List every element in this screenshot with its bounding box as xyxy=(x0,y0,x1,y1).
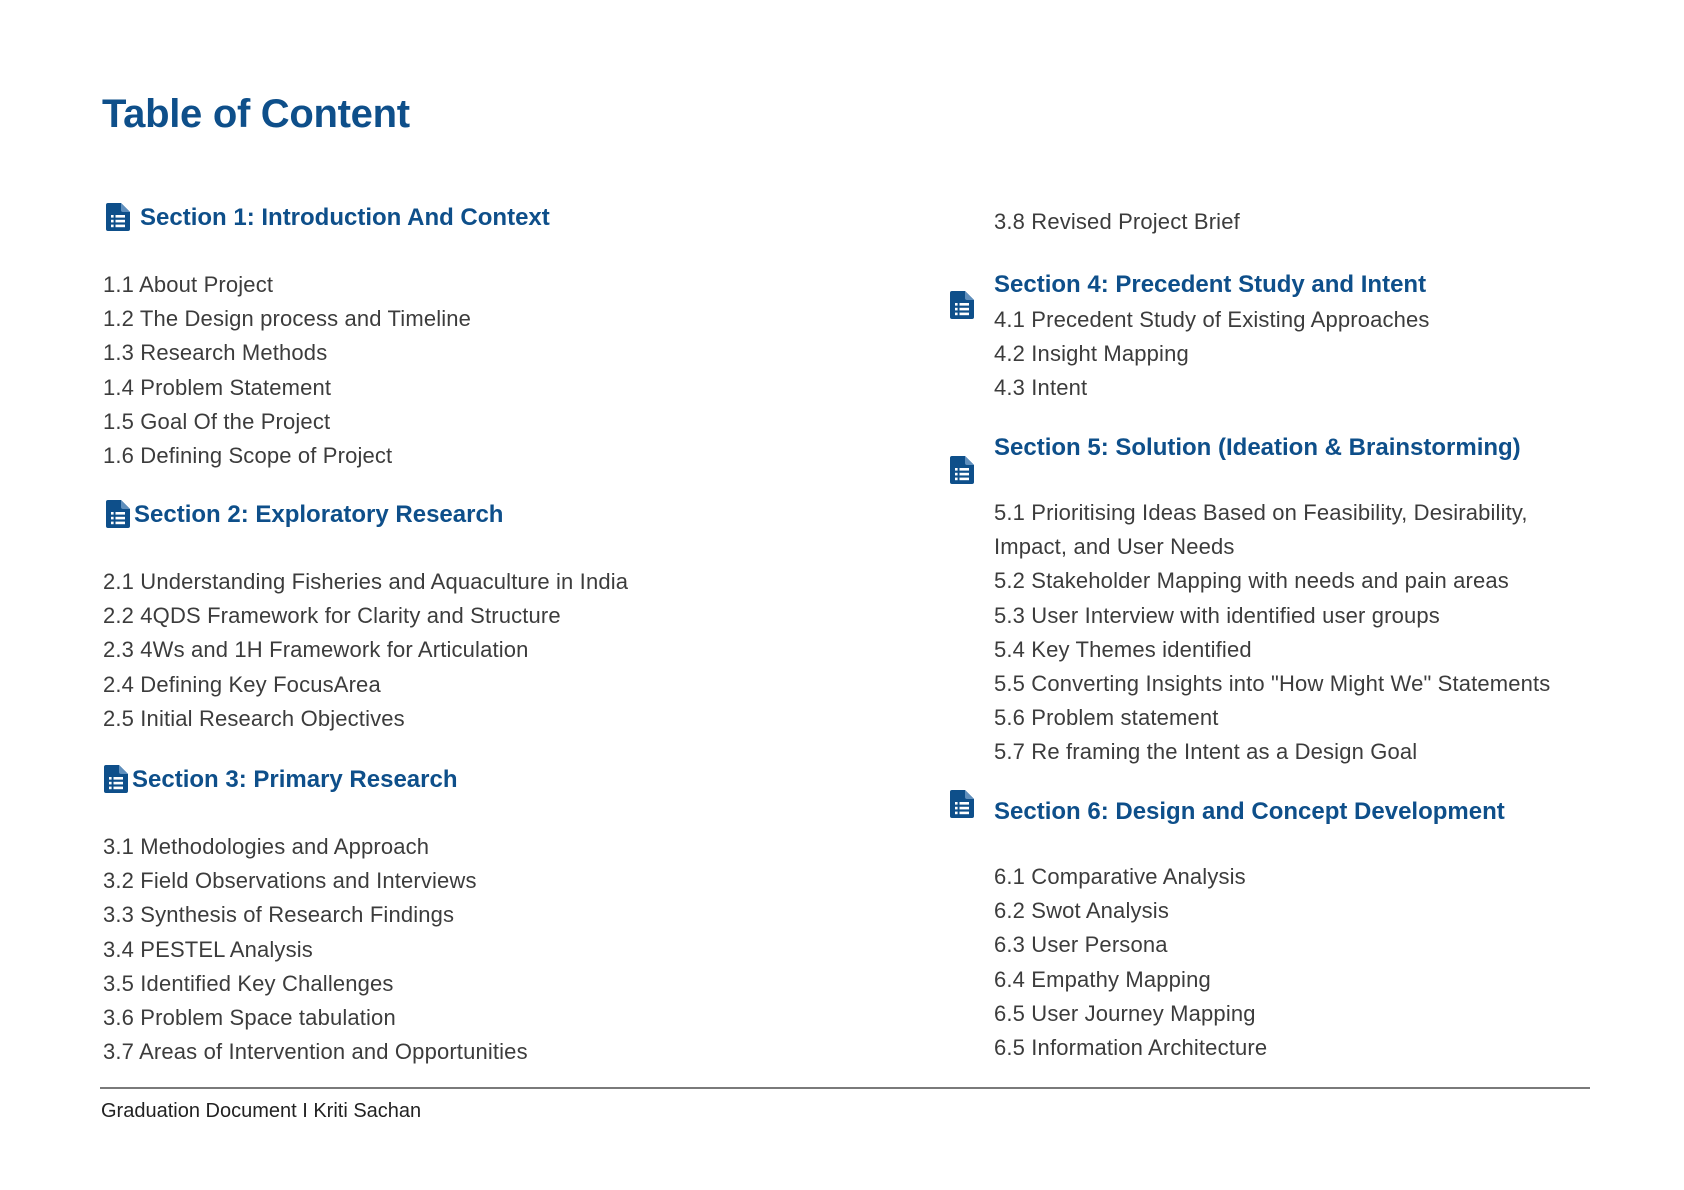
document-list-icon xyxy=(950,456,976,486)
toc-item-1-6[interactable]: 1.6 Defining Scope of Project xyxy=(103,443,393,469)
section-4-title[interactable]: Section 4: Precedent Study and Intent xyxy=(994,271,1427,298)
toc-item-2-3[interactable]: 2.3 4Ws and 1H Framework for Articulation xyxy=(103,637,529,663)
toc-item-5-4[interactable]: 5.4 Key Themes identified xyxy=(994,636,1252,662)
toc-item-6-4[interactable]: 6.4 Empathy Mapping xyxy=(994,966,1211,992)
toc-item-3-6[interactable]: 3.6 Problem Space tabulation xyxy=(103,1005,396,1031)
toc-item-4-1[interactable]: 4.1 Precedent Study of Existing Approaches xyxy=(994,307,1430,332)
toc-item-3-2[interactable]: 3.2 Field Observations and Interviews xyxy=(103,868,477,894)
section-2-items xyxy=(103,565,628,736)
section-3-continued-items xyxy=(994,205,1240,239)
toc-item-5-5[interactable]: 5.5 Converting Insights into "How Might We" Statements xyxy=(994,671,1551,697)
toc-item-6-5[interactable]: 6.5 User Journey Mapping xyxy=(994,1000,1256,1026)
section-5-items xyxy=(994,496,1584,770)
toc-item-1-5[interactable]: 1.5 Goal Of the Project xyxy=(103,408,331,434)
toc-item-6-2[interactable]: 6.2 Swot Analysis xyxy=(994,898,1169,924)
section-6-title[interactable]: Section 6: Design and Concept Development xyxy=(994,798,1505,825)
toc-item-5-2[interactable]: 5.2 Stakeholder Mapping with needs and pain areas xyxy=(994,568,1509,594)
toc-item-5-7[interactable]: 5.7 Re framing the Intent as a Design Goal xyxy=(994,739,1418,765)
toc-item-3-7[interactable]: 3.7 Areas of Intervention and Opportunities xyxy=(103,1039,528,1065)
toc-item-3-3[interactable]: 3.3 Synthesis of Research Findings xyxy=(103,902,455,928)
section-5-title[interactable]: Section 5: Solution (Ideation & Brainstorming) xyxy=(994,434,1521,461)
toc-item-2-5[interactable]: 2.5 Initial Research Objectives xyxy=(103,705,405,731)
toc-item-2-1[interactable]: 2.1 Understanding Fisheries and Aquaculture in India xyxy=(103,569,629,594)
toc-item-1-4[interactable]: 1.4 Problem Statement xyxy=(103,374,332,400)
page-title: Table of Content xyxy=(102,92,410,136)
document-list-icon xyxy=(106,500,132,530)
footer-text: Graduation Document I Kriti Sachan xyxy=(101,1100,422,1122)
section-6-items xyxy=(994,860,1267,1065)
section-4-items xyxy=(994,303,1430,406)
document-list-icon xyxy=(950,291,976,321)
toc-item-1-2[interactable]: 1.2 The Design process and Timeline xyxy=(103,306,472,332)
toc-item-3-5[interactable]: 3.5 Identified Key Challenges xyxy=(103,970,394,996)
section-1-heading[interactable] xyxy=(106,203,550,233)
toc-item-6-1[interactable]: 6.1 Comparative Analysis xyxy=(994,864,1246,889)
section-2-heading[interactable] xyxy=(106,500,503,530)
toc-item-5-6[interactable]: 5.6 Problem statement xyxy=(994,705,1219,731)
toc-item-4-2[interactable]: 4.2 Insight Mapping xyxy=(994,341,1189,367)
document-list-icon xyxy=(106,203,132,233)
section-1-title: Section 1: Introduction And Context xyxy=(140,204,550,231)
toc-item-5-3[interactable]: 5.3 User Interview with identified user groups xyxy=(994,602,1440,628)
toc-item-6-3[interactable]: 6.3 User Persona xyxy=(994,932,1168,958)
toc-item-4-3[interactable]: 4.3 Intent xyxy=(994,375,1088,401)
toc-item-3-1[interactable]: 3.1 Methodologies and Approach xyxy=(103,834,430,859)
section-3-title: Section 3: Primary Research xyxy=(132,766,458,793)
toc-item-2-4[interactable]: 2.4 Defining Key FocusArea xyxy=(103,671,381,697)
toc-item-3-8[interactable]: 3.8 Revised Project Brief xyxy=(994,209,1240,234)
section-1-items xyxy=(103,268,471,473)
section-3-items xyxy=(103,830,528,1069)
document-list-icon xyxy=(104,765,130,795)
section-2-title: Section 2: Exploratory Research xyxy=(134,501,504,528)
toc-item-5-1[interactable]: 5.1 Prioritising Ideas Based on Feasibility, Desirability, Impact, and User Needs xyxy=(994,500,1528,560)
footer-divider xyxy=(100,1087,1590,1089)
document-list-icon xyxy=(950,790,976,820)
toc-item-6-6[interactable]: 6.5 Information Architecture xyxy=(994,1035,1268,1061)
toc-item-3-4[interactable]: 3.4 PESTEL Analysis xyxy=(103,936,313,962)
toc-item-2-2[interactable]: 2.2 4QDS Framework for Clarity and Structure xyxy=(103,603,561,629)
toc-item-1-3[interactable]: 1.3 Research Methods xyxy=(103,340,328,366)
toc-item-1-1[interactable]: 1.1 About Project xyxy=(103,272,274,297)
section-3-heading[interactable] xyxy=(104,765,458,795)
